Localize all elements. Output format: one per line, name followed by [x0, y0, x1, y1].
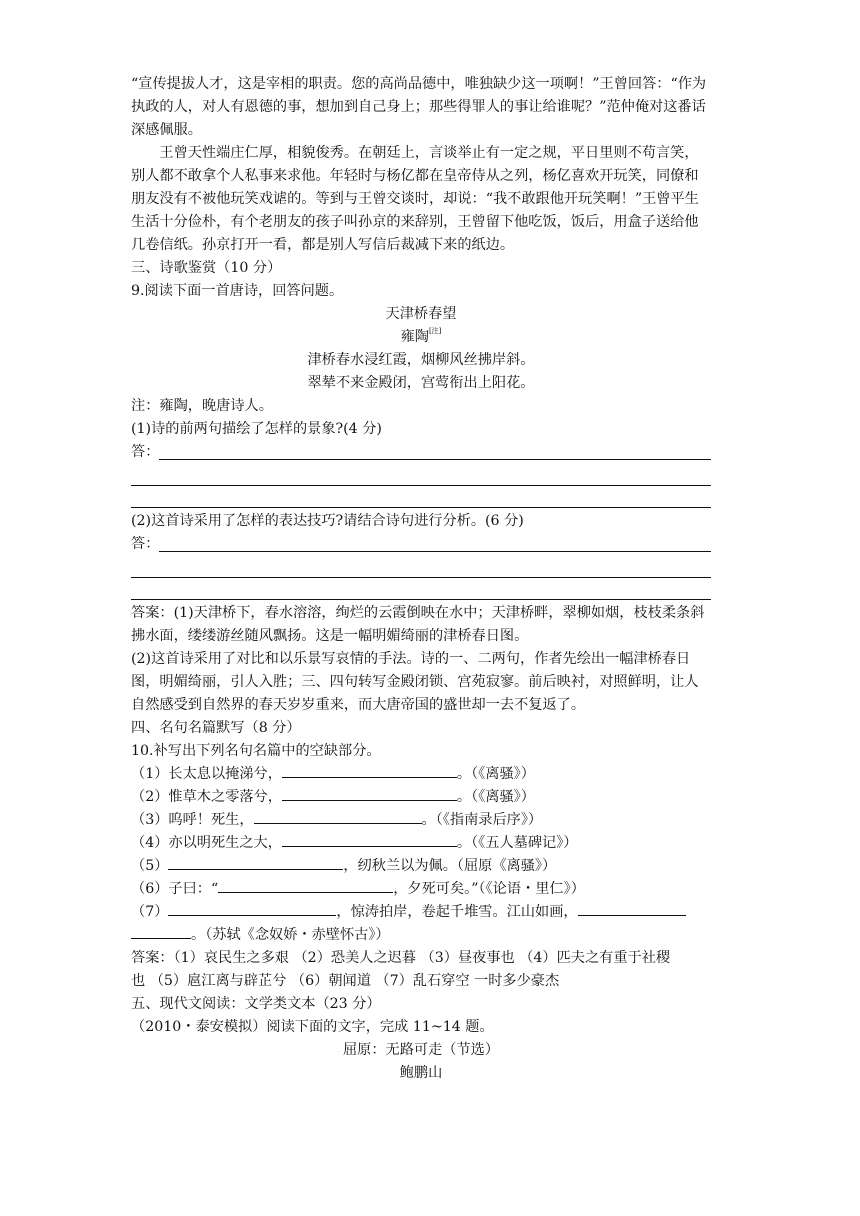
fill-item-5	[131, 855, 711, 878]
fill-text: ，纫秋兰以为佩。（屈原《离骚》）	[343, 858, 557, 874]
poem-line-1: 津桥春水浸红霞，烟柳风丝拂岸斜。	[307, 352, 535, 368]
fill-text: ，夕死可矣。”（《论语・里仁》）	[393, 881, 585, 897]
fill-text: （7）	[131, 904, 169, 920]
fill-text: 。（苏轼《念奴娇・赤壁怀古》）	[191, 927, 390, 943]
fill-blank[interactable]	[131, 924, 191, 939]
answer-9-2: (2)这首诗采用了对比和以乐景写哀情的手法。诗的一、二两句，作者先绘出一幅津桥春日图，明媚绮丽，引人入胜；三、四句转写金殿闭锁、宫苑寂寥。前后映衬，对照鲜明，让人自然感受到自然界的春天岁岁重来，而大唐帝国的盛世却一去不复返了。	[131, 651, 699, 713]
fill-blank[interactable]	[168, 901, 336, 916]
fill-item-6	[131, 878, 711, 901]
fill-item-1	[131, 763, 711, 786]
fill-blank[interactable]	[282, 832, 457, 847]
fill-text: 。（《指南录后序》）	[421, 812, 543, 828]
fill-blank[interactable]	[282, 763, 457, 778]
poem-title: 天津桥春望	[385, 306, 457, 322]
question-9-2: (2)这首诗采用了怎样的表达技巧?请结合诗句进行分析。(6 分)	[131, 513, 524, 529]
document-page	[131, 73, 711, 1085]
fill-item-2	[131, 786, 711, 809]
answer-label: 答：	[131, 536, 160, 552]
poem-note: 注：雍陶，晚唐诗人。	[131, 398, 273, 414]
answer-10-line-1: 答案：（1）哀民生之多艰 （2）恐美人之迟暮 （3）昼夜事也 （4）匹夫之有重于社稷	[131, 950, 671, 966]
fill-blank[interactable]	[254, 809, 422, 824]
fill-text: ，惊涛拍岸，卷起千堆雪。江山如画，	[336, 904, 578, 920]
section-4-heading: 四、名句名篇默写（8 分）	[131, 720, 301, 736]
answer-rule[interactable]	[131, 578, 711, 600]
answer-9-1: 答案：(1)天津桥下，春水溶溶，绚烂的云霞倒映在水中；天津桥畔，翠柳如烟，枝枝柔条斜拂水面，缕缕游丝随风飘扬。这是一幅明媚绮丽的津桥春日图。	[131, 605, 705, 644]
fill-blank[interactable]	[218, 878, 393, 893]
answer-10-line-2: 也 （5）扈江离与辟芷兮 （6）朝闻道 （7）乱石穿空 一时多少豪杰	[131, 973, 560, 989]
article-title: 屈原：无路可走（节选）	[342, 1042, 500, 1058]
article-author: 鲍鹏山	[399, 1065, 443, 1081]
fill-text: （3）呜呼！死生，	[131, 812, 254, 828]
fill-text: 。（《五人墓碑记》）	[456, 835, 578, 851]
fill-text: （5）	[131, 858, 169, 874]
question-9-1: (1)诗的前两句描绘了怎样的景象?(4 分)	[131, 421, 382, 437]
fill-text: （2）惟草木之零落兮，	[131, 789, 282, 805]
note-mark: [注]	[428, 327, 442, 335]
fill-text: （6）子曰：“	[131, 881, 219, 897]
paragraph-1: “宣传提拔人才，这是宰相的职责。您的高尚品德中，唯独缺少这一项啊！”王曾回答：“作为执政的人，对人有恩德的事，想加到自己身上；那些得罪人的事让给谁呢？”范仲俺对这番话深感佩服。	[131, 76, 707, 138]
fill-blank[interactable]	[578, 901, 686, 916]
question-10: 10.补写出下列名句名篇中的空缺部分。	[131, 743, 381, 759]
fill-text: （1）长太息以掩涕兮，	[131, 766, 282, 782]
fill-text: 。（《离骚》）	[456, 766, 535, 782]
section-3-heading: 三、诗歌鉴赏（10 分）	[131, 260, 282, 276]
answer-line[interactable]	[131, 533, 711, 556]
fill-text: 。（《离骚》）	[456, 789, 535, 805]
answer-line[interactable]	[131, 441, 711, 464]
answer-label: 答：	[131, 444, 160, 460]
answer-rule[interactable]	[131, 464, 711, 486]
question-9: 9.阅读下面一首唐诗，回答问题。	[131, 283, 344, 299]
answer-rule[interactable]	[131, 556, 711, 578]
fill-blank[interactable]	[168, 855, 343, 870]
paragraph-2: 王曾天性端庄仁厚，相貌俊秀。在朝廷上，言谈举止有一定之规，平日里则不苟言笑，别人都不敢拿个人私事来求他。年轻时与杨亿都在皇帝侍从之列，杨亿喜欢开玩笑，同僚和朋友没有不被他玩笑戏谑的。等到与王曾交谈时，却说：“我不敢跟他开玩笑啊！”王曾平生生活十分俭朴，有个老朋友的孩子叫孙京的来辞别，王曾留下他吃饭，饭后，用盒子送给他几卷信纸。孙京打开一看，都是别人写信后裁减下来的纸边。	[131, 145, 699, 253]
answer-rule	[159, 459, 711, 460]
fill-text: （4）亦以明死生之大，	[131, 835, 282, 851]
section-5-heading: 五、现代文阅读：文学类文本（23 分）	[131, 996, 381, 1012]
fill-item-7-cont	[131, 924, 711, 947]
answer-rule	[159, 551, 711, 552]
poem-author: 雍陶	[400, 329, 429, 345]
fill-item-7	[131, 901, 711, 924]
poem-line-2: 翠辇不来金殿闭，宫莺衔出上阳花。	[307, 375, 535, 391]
answer-rule[interactable]	[131, 486, 711, 508]
question-11-intro: （2010・泰安模拟）阅读下面的文字，完成 11~14 题。	[131, 1019, 494, 1035]
poem-author-line	[131, 326, 711, 349]
fill-item-3	[131, 809, 711, 832]
fill-blank[interactable]	[282, 786, 457, 801]
fill-item-4	[131, 832, 711, 855]
